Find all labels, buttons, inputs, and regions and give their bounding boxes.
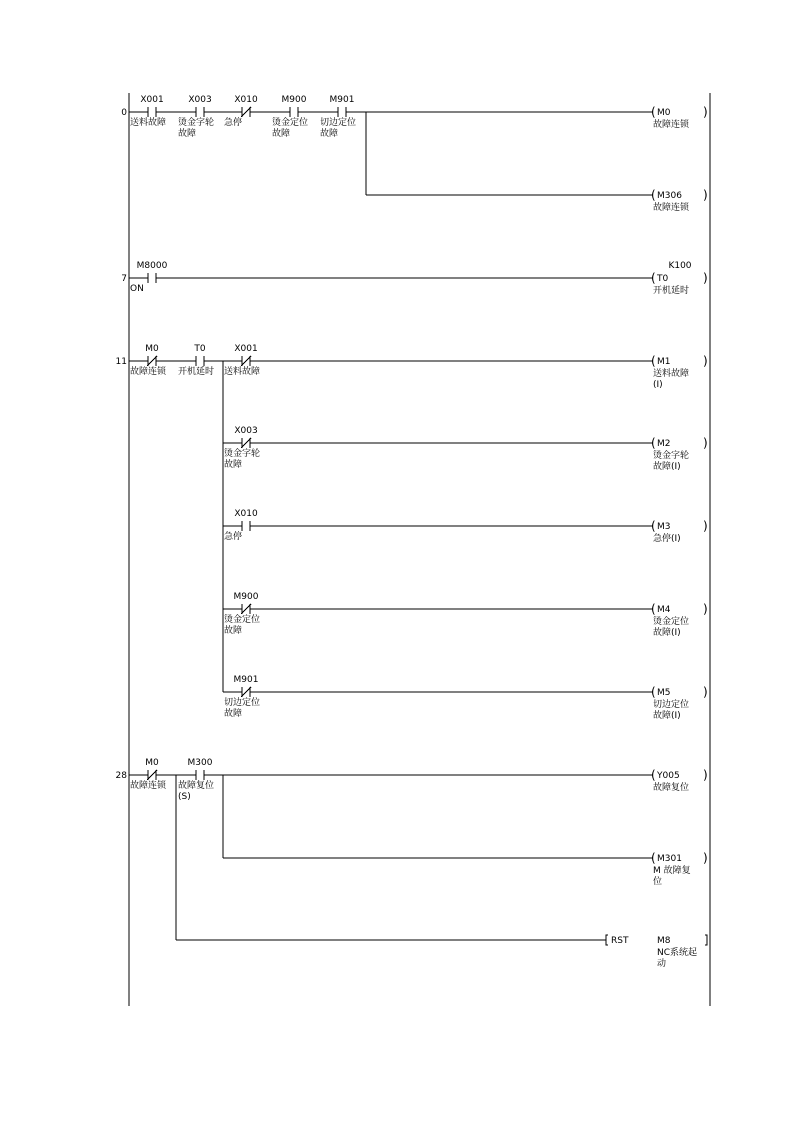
instruction-operand: M8 (657, 936, 671, 946)
coil-left-paren: ( (651, 602, 656, 616)
contact-comment: 送料故障 (224, 367, 261, 377)
coil-left-paren: ( (651, 188, 656, 202)
coil-m1[interactable] (651, 354, 708, 390)
coil-right-paren: ) (703, 851, 708, 865)
contact-comment: 烫金字轮 (178, 118, 215, 128)
instruction-op: RST (611, 936, 629, 946)
contact-x003[interactable] (178, 95, 214, 139)
coil-comment: (I) (653, 380, 663, 390)
coil-address: M301 (657, 854, 682, 864)
coil-right-paren: ) (703, 105, 708, 119)
coil-y005[interactable] (651, 768, 708, 793)
contact-address: X010 (234, 95, 258, 105)
coil-right-paren: ) (703, 768, 708, 782)
contact-address: M900 (281, 95, 307, 105)
coil-address: M2 (657, 439, 671, 449)
coil-m5[interactable] (651, 685, 708, 721)
contact-comment: 故障复位 (178, 781, 215, 791)
coil-address: T0 (657, 274, 669, 284)
step-number: 11 (115, 357, 127, 367)
contact-comment: 急停 (224, 532, 243, 542)
coil-right-paren: ) (703, 602, 708, 616)
coil-right-paren: ) (703, 271, 708, 285)
contact-address: M900 (233, 592, 259, 602)
coil-comment: 位 (653, 877, 663, 887)
coil-right-paren: ) (703, 188, 708, 202)
coil-right-paren: ) (703, 519, 708, 533)
contact-comment: 故障 (224, 626, 243, 636)
contact-address: X003 (234, 426, 258, 436)
coil-address: M5 (657, 688, 671, 698)
coil-comment: 烫金字轮 (653, 451, 690, 461)
contact-address: M901 (329, 95, 355, 105)
contact-comment: 送料故障 (130, 118, 167, 128)
contact-comment: 切边定位 (224, 698, 261, 708)
contact-comment: 故障 (224, 460, 243, 470)
contact-comment: 烫金定位 (224, 615, 261, 625)
coil-address: M1 (657, 357, 671, 367)
step-number: 7 (121, 274, 127, 284)
contact-address: X001 (140, 95, 164, 105)
contact-address: M0 (145, 758, 159, 768)
coil-address: Y005 (657, 771, 680, 781)
contact-comment: 故障连锁 (130, 367, 167, 377)
contact-address: M901 (233, 675, 259, 685)
contact-comment: 切边定位 (320, 118, 357, 128)
coil-comment: 故障连锁 (653, 120, 690, 130)
contact-address: X001 (234, 344, 258, 354)
contact-comment: (S) (178, 792, 191, 802)
contact-comment: 烫金字轮 (224, 449, 261, 459)
instruction-left-bracket (606, 935, 608, 945)
coil-left-paren: ( (651, 851, 656, 865)
coil-comment: 切边定位 (653, 700, 690, 710)
coil-comment: 故障(I) (653, 628, 681, 638)
contact-comment: 急停 (224, 118, 243, 128)
coil-m306[interactable] (651, 188, 708, 213)
contact-address: T0 (194, 344, 206, 354)
contact-m300[interactable] (178, 758, 214, 802)
coil-right-paren: ) (703, 436, 708, 450)
coil-m301[interactable] (651, 851, 708, 887)
coil-comment: 故障(I) (653, 711, 681, 721)
coil-m4[interactable] (651, 602, 708, 638)
coil-address: M4 (657, 605, 671, 615)
coil-right-paren: ) (703, 685, 708, 699)
coil-comment: 故障复位 (653, 783, 690, 793)
coil-comment: 烫金定位 (653, 617, 690, 627)
coil-comment: M 故障复 (653, 866, 691, 876)
contact-m901[interactable] (320, 95, 356, 139)
coil-comment: 送料故障 (653, 369, 690, 379)
coil-m2[interactable] (651, 436, 708, 472)
step-number: 0 (121, 108, 127, 118)
timer-setting: K100 (668, 261, 692, 271)
contact-address: M300 (187, 758, 213, 768)
contact-comment: 故障 (272, 129, 291, 139)
coil-left-paren: ( (651, 685, 656, 699)
contact-comment: ON (130, 284, 144, 294)
instruction-right-bracket (705, 935, 707, 945)
coil-address: M306 (657, 191, 682, 201)
coil-m3[interactable] (651, 519, 708, 544)
coil-m0[interactable] (651, 105, 708, 130)
coil-comment: 故障连锁 (653, 203, 690, 213)
contact-comment: 故障 (178, 129, 197, 139)
coil-comment: 开机延时 (653, 286, 690, 296)
contact-comment: 故障 (224, 709, 243, 719)
contact-comment: 故障 (320, 129, 339, 139)
contact-address: M8000 (136, 261, 168, 271)
coil-left-paren: ( (651, 105, 656, 119)
coil-comment: 故障(I) (653, 462, 681, 472)
instruction-comment: 动 (657, 959, 667, 969)
coil-address: M0 (657, 108, 671, 118)
coil-left-paren: ( (651, 519, 656, 533)
contact-comment: 故障连锁 (130, 781, 167, 791)
contact-m901[interactable] (224, 675, 260, 719)
coil-left-paren: ( (651, 271, 656, 285)
contact-address: X010 (234, 509, 258, 519)
instruction-comment: NC系统起 (657, 948, 698, 958)
coil-address: M3 (657, 522, 671, 532)
contact-address: X003 (188, 95, 212, 105)
instruction-m8[interactable] (606, 935, 707, 969)
coil-left-paren: ( (651, 436, 656, 450)
step-number: 28 (115, 771, 127, 781)
contact-comment: 开机延时 (178, 367, 215, 377)
contact-x003[interactable] (224, 426, 260, 470)
coil-right-paren: ) (703, 354, 708, 368)
coil-left-paren: ( (651, 768, 656, 782)
contact-address: M0 (145, 344, 159, 354)
contact-m900[interactable] (272, 95, 308, 139)
contact-comment: 烫金定位 (272, 118, 309, 128)
coil-comment: 急停(I) (653, 534, 681, 544)
coil-t0[interactable] (651, 261, 708, 296)
coil-left-paren: ( (651, 354, 656, 368)
contact-m900[interactable] (224, 592, 260, 636)
